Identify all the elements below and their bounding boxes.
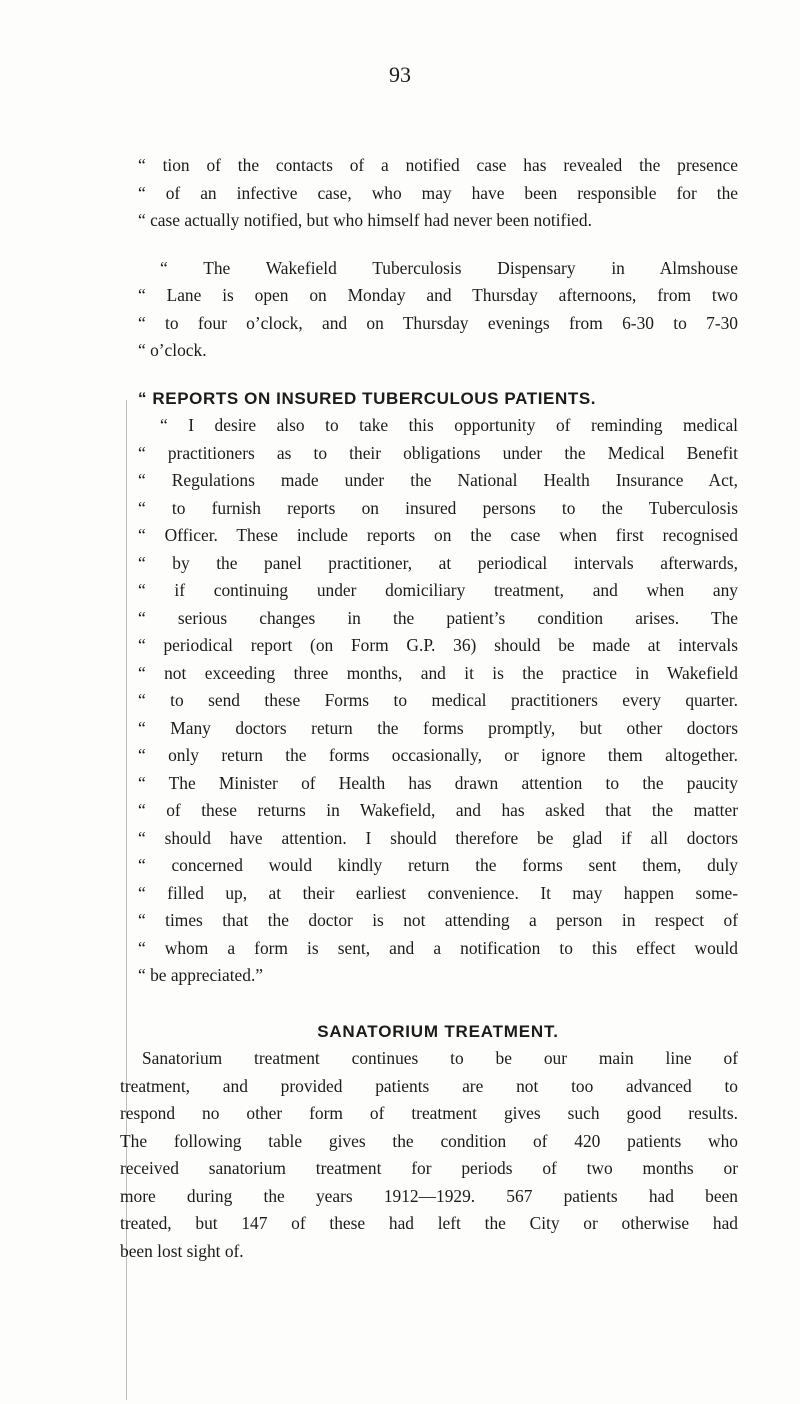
text-line: “ of these returns in Wakefield, and has asked that the matter [138,800,738,820]
sanatorium-heading: SANATORIUM TREATMENT. [317,1021,559,1041]
text-line: “ Regulations made under the National Health Insurance Act, [138,470,738,490]
text-line: “ by the panel practitioner, at periodical intervals afterwards, [138,552,738,573]
text-line: “ The Minister of Health has drawn attention to the paucity [138,772,738,793]
text-line: “ filled up, at their earliest convenience. It may happen some- [138,882,738,903]
text-line: “ should have attention. I should therefore be glad if all doctors [138,827,738,848]
text-line: The following table gives the condition of 420 patients who [120,1130,738,1151]
text-line: “ be appreciated.” [138,965,264,985]
text-line: “ tion of the contacts of a notified case has revealed the presence [138,155,738,175]
text-line: been lost sight of. [120,1240,244,1261]
text-line: “ periodical report (on Form G.P. 36) should be made at intervals [138,635,738,655]
text-line: “ Many doctors return the forms promptly, but other doctors [138,717,738,738]
text-line: “ The Wakefield Tuberculosis Dispensary in Almshouse [160,257,738,278]
text-line: “ o’clock. [138,340,207,360]
text-line: “ Officer. These include reports on the case when first recognised [138,525,738,545]
text-line: “ concerned would kindly return the forms sent them, duly [138,855,738,875]
dispensary-paragraph [138,255,738,365]
text-line: more during the years 1912—1929. 567 patients had been [120,1185,738,1206]
text-line: “ times that the doctor is not attending a person in respect of [138,910,738,930]
text-line: “ if continuing under domiciliary treatment, and when any [138,580,738,600]
contacts-paragraph [138,152,738,235]
text-line: treated, but 147 of these had left the City or otherwise had [120,1213,738,1233]
page-body [120,152,738,1265]
text-line: treatment, and provided patients are not too advanced to [120,1075,738,1096]
text-line: “ practitioners as to their obligations under the Medical Benefit [138,442,738,463]
text-line: “ Lane is open on Monday and Thursday afternoons, from two [138,285,738,305]
text-line: “ I desire also to take this opportunity of reminding medical [160,415,738,435]
text-line: Sanatorium treatment continues to be our main line of [142,1048,738,1068]
text-line: “ serious changes in the patient’s condition arises. The [138,607,738,628]
reports-paragraph [138,412,738,990]
text-line: “ to send these Forms to medical practitioners every quarter. [138,690,738,710]
text-line: “ to furnish reports on insured persons to the Tuberculosis [138,497,738,518]
reports-heading: “ REPORTS ON INSURED TUBERCULOUS PATIENTS. [138,388,597,408]
text-line: “ not exceeding three months, and it is the practice in Wakefield [138,662,738,683]
text-line: “ whom a form is sent, and a notification to this effect would [138,937,738,958]
text-line: received sanatorium treatment for periods of two months or [120,1158,738,1178]
page-number: 93 [389,62,411,87]
text-line: “ to four o’clock, and on Thursday evenings from 6-30 to 7-30 [138,312,738,333]
text-line: “ case actually notified, but who himself had never been notified. [138,210,592,230]
text-line: respond no other form of treatment gives such good results. [120,1103,738,1123]
text-line: “ of an infective case, who may have been responsible for the [138,182,738,203]
sanatorium-paragraph [120,1045,738,1265]
text-line: “ only return the forms occasionally, or ignore them altogether. [138,745,738,765]
